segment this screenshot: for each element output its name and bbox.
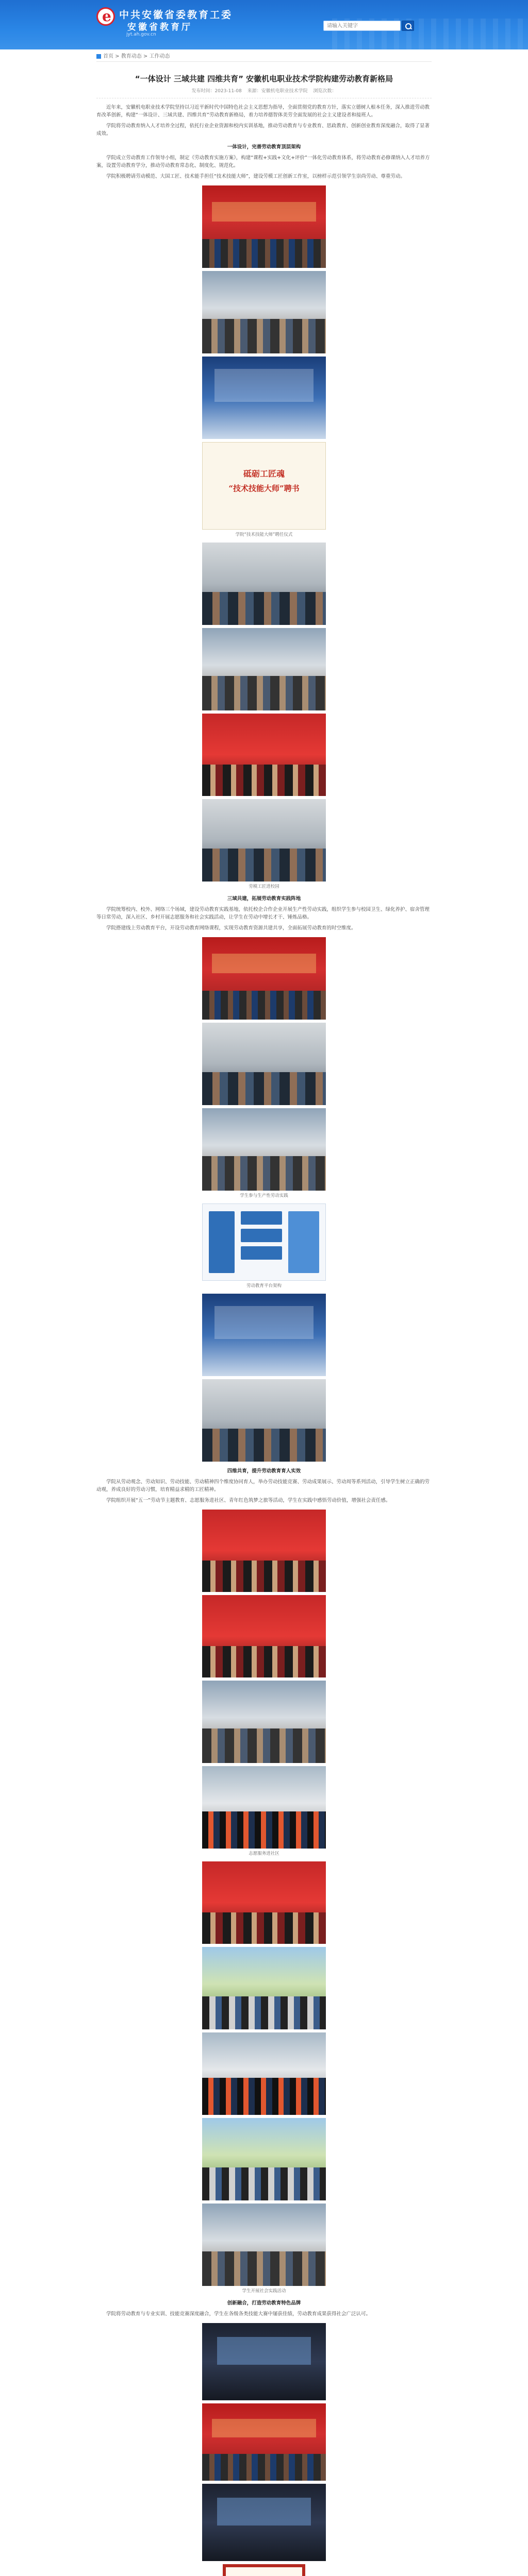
paragraph: 学院将劳动教育纳入人才培养全过程，依托行业企业资源和校内实训基地，推动劳动教育与专业教育、思政教育、创新创业教育深度融合，取得了显著成效。 [96,123,430,137]
paragraph: 学院从劳动观念、劳动知识、劳动技能、劳动精神四个维度协同育人，举办劳动技能竞赛、劳动成果展示、劳动周等系列活动，引导学生树立正确的劳动观，养成良好的劳动习惯，培育精益求精的工匠精神。 [96,1479,430,1493]
diagram-block [241,1211,282,1225]
site-url: jyt.ah.gov.cn [126,32,156,37]
paragraph: 近年来，安徽机电职业技术学院坚持以习近平新时代中国特色社会主义思想为指导，全面贯彻党的教育方针，落实立德树人根本任务，深入推进劳动教育改革创新，构建“一体设计、三域共建、四维共育”劳动教育新格局，着力培养德智体美劳全面发展的社会主义建设者和接班人。 [96,105,430,118]
photo-caption: 学生参与生产性劳动实践 [240,1193,288,1198]
article-photo [202,1379,326,1462]
paragraph: 学院成立劳动教育工作领导小组，制定《劳动教育实施方案》，构建“课程+实践+文化+评价”一体化劳动教育体系，将劳动教育必修课纳入人才培养方案，设置劳动教育学分，推动劳动教育常态化、制度化、规范化。 [96,155,430,168]
article-photo [202,2204,326,2286]
photo-caption: 志愿服务进社区 [249,1851,279,1856]
article-meta [96,87,432,98]
article-photo [202,1947,326,2029]
article-photo [202,799,326,882]
article-photo [202,1595,326,1677]
breadcrumb-bar [96,49,432,62]
photo-caption: 学院“技术技能大师”聘任仪式 [235,532,293,537]
article-photo [202,543,326,625]
diagram-block [209,1211,235,1273]
view-count: 浏览次数： [313,89,337,94]
article-photo [202,357,326,439]
article-photo [202,1681,326,1763]
photo-caption: 学生开展社会实践活动 [242,2289,286,2294]
section-heading: 一体设计，完善劳动教育顶层架构 [227,144,301,150]
article-photo [202,2323,326,2400]
breadcrumb-text[interactable]: 首页 > 教育动态 > 工作动态 [103,54,170,59]
article-photo [202,271,326,353]
search-icon[interactable] [402,21,414,31]
site-name[interactable]: 中共安徽省委教育工委 [119,9,233,21]
article-photo [202,714,326,796]
banner-line: “技术技能大师”聘书 [228,484,300,493]
paragraph: 学院搭建线上劳动教育平台，开设劳动教育网络课程，实现劳动教育资源共建共享，全面拓展劳动教育的时空维度。 [106,925,356,931]
article-photo [202,185,326,268]
site-logo-icon[interactable] [96,7,115,26]
article-photo [202,2484,326,2561]
paragraph: 学院积极聘请劳动模范、大国工匠、技术能手担任“技术技能大师”，建设劳模工匠创新工作室，以榜样示范引领学生崇尚劳动、尊重劳动。 [106,174,405,179]
article [96,62,432,2576]
site-header [0,0,528,49]
diagram-block [241,1246,282,1260]
section-heading: 三域共建，拓展劳动教育实践阵地 [227,896,301,902]
article-photo [202,1294,326,1376]
publish-date: 发布时间：2023-11-08 [191,89,242,94]
breadcrumb [96,52,170,59]
paragraph: 学院统筹校内、校外、网络三个场域，建设劳动教育实践基地，依托校企合作企业开展生产性劳动实践，组织学生参与校园卫生、绿化养护、宿舍管理等日常劳动，深入社区、乡村开展志愿服务和社会实践活动，让学生在劳动中增长才干、锤炼品格。 [96,907,430,920]
home-icon[interactable] [96,54,101,59]
site-subname[interactable]: 安徽省教育厅 [127,22,192,32]
article-photo [202,1766,326,1849]
article-photo [202,1510,326,1592]
banner-line: 砥砺工匠魂 [243,469,285,479]
diagram-block [241,1229,282,1242]
photo-caption: 劳动教育平台架构 [246,1283,282,1289]
article-title: “一体设计 三域共建 四维共育” 安徽机电职业技术学院构建劳动教育新格局 [135,74,393,83]
section-heading: 四维共育，提升劳动教育育人实效 [227,1468,301,1474]
article-photo [202,628,326,710]
paragraph: 学院将劳动教育与专业实训、技能竞赛深度融合，学生在各级各类技能大赛中屡获佳绩，劳动教育成果获得社会广泛认可。 [106,2311,371,2317]
banner-photo [202,442,326,530]
article-photo [202,1023,326,1105]
article-photo [202,1108,326,1191]
photo-caption: 劳模工匠进校园 [249,884,279,889]
article-photo [202,2032,326,2115]
article-photo [202,2118,326,2200]
article-source: 来源：安徽机电职业技术学院 [247,89,308,94]
diagram-block [288,1211,319,1273]
paragraph: 学院组织开展“五一”劳动节主题教育、志愿服务进社区、青年红色筑梦之旅等活动，学生在实践中感悟劳动价值，增强社会责任感。 [106,1498,391,1503]
article-photo [202,2403,326,2481]
certificate-photo [223,2564,305,2576]
section-heading: 创新融合，打造劳动教育特色品牌 [227,2300,301,2306]
platform-diagram [202,1204,326,1281]
article-photo [202,937,326,1020]
article-photo [202,1861,326,1944]
search-input[interactable] [323,21,401,31]
